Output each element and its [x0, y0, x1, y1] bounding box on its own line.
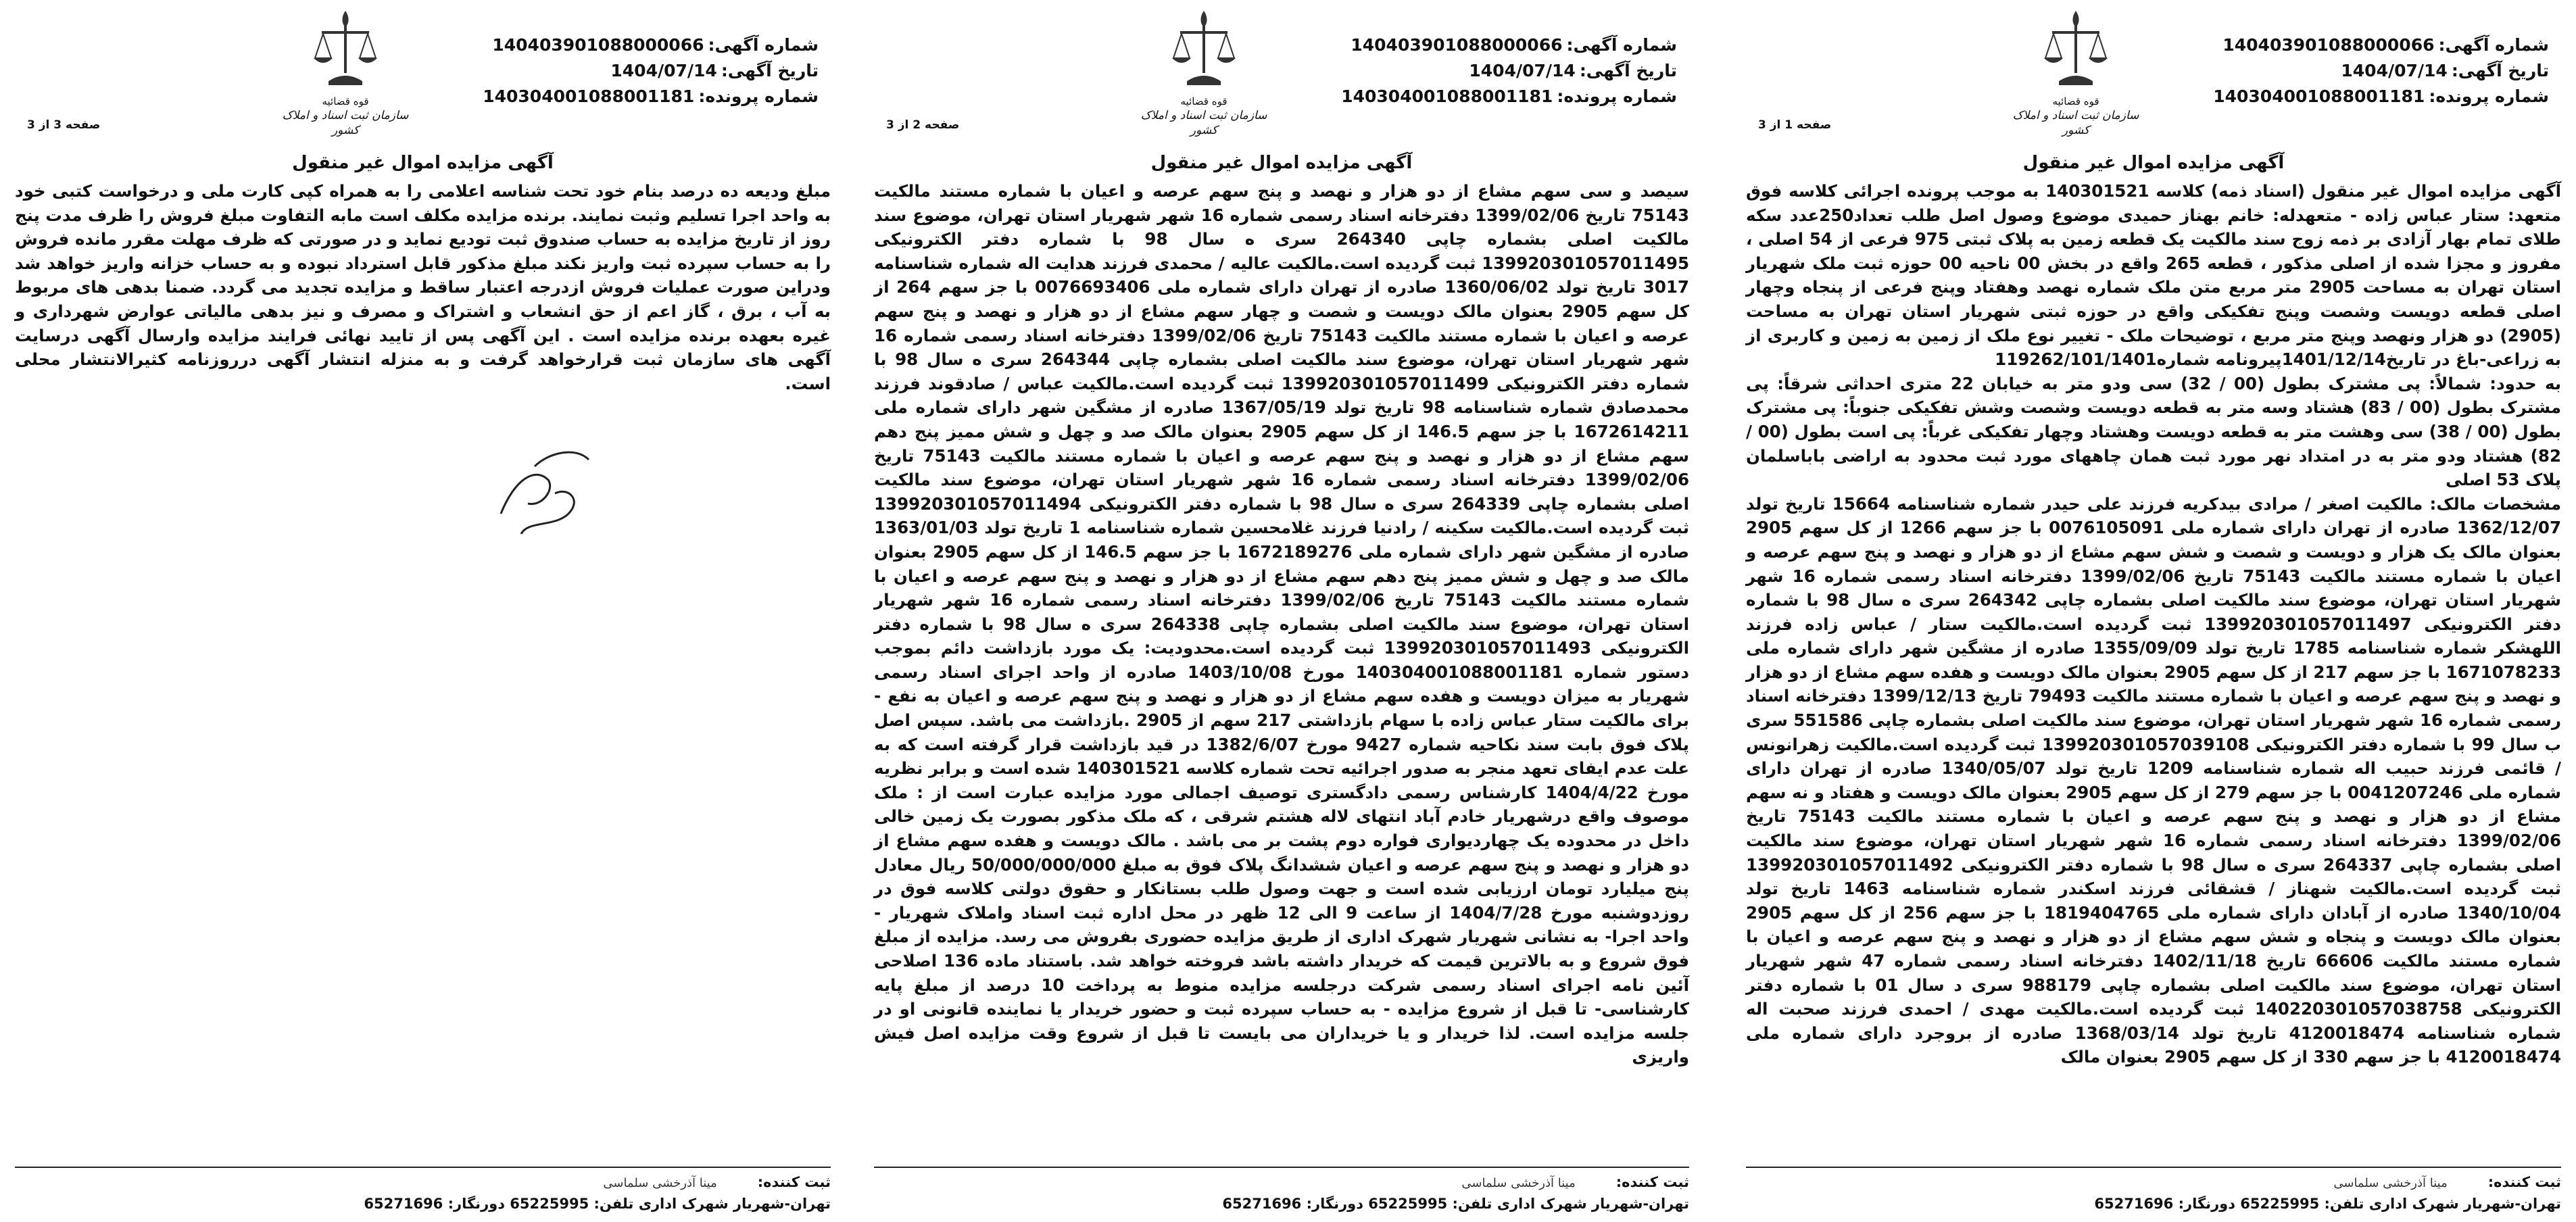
- file-no: 140304001088001181: [2213, 87, 2425, 106]
- notice-meta: [1341, 32, 1677, 109]
- notice-body: [1731, 179, 2576, 1132]
- org-text: سازمان ثبت اسناد و املاک کشور: [2012, 109, 2139, 137]
- notice-title: آگهی مزایده اموال غیر منقول: [2022, 153, 2285, 173]
- judiciary-text: قوه قضائیه: [2052, 95, 2099, 107]
- notice-no: 140403901088000066: [492, 35, 704, 55]
- registrar-label: ثبت کننده:: [2487, 1174, 2561, 1190]
- notice-no-label: شماره آگهی:: [2438, 35, 2549, 55]
- notice-meta: [483, 32, 819, 109]
- file-no: 140304001088001181: [483, 87, 695, 106]
- notice-date: 1404/07/14: [2341, 61, 2448, 80]
- notice-date: 1404/07/14: [1469, 61, 1576, 80]
- notice-paragraph: مبلغ ودیعه ده درصد بنام خود تحت شناسه اعلامی را به همراه کپی کارت ملی و درخواست کتبی خود به واحد اجرا تسلیم وثبت نمایند. برنده مزایده مکلف است مابه التفاوت مبلغ فروش را ظرف مدت پنج روز از تاریخ مزایده به حساب صندوق ثبت تودیع نماید و در صورتی که ظرف مهلت مقرر مانده فروش را به حساب سپرده ثبت واریز نکند مبلغ مذکور قابل استرداد نبوده و به حساب خزانه واریز خواهد شد ودراین صورت عملیات فروش ازدرجه اعتبار ساقط و مزایده تجدید می گردد. ضمنا بدهی های مربوط به آب ، برق ، گاز اعم از حق انشعاب و اشتراک و مصرف و نیز بدهی مالیاتی عوارض شهرداری و غیره بعهده برنده مزایده است . این آگهی پس از تایید نهائی فرایند مزایده وارسال آگهی درسایت آگهی های سازمان ثبت قرارخواهد گرفت و به منزله انتشار آگهی درروزنامه کثیرالانتشار محلی است.: [15, 181, 831, 393]
- file-no-label: شماره پرونده:: [698, 87, 819, 106]
- org-text: سازمان ثبت اسناد و املاک کشور: [1140, 109, 1267, 137]
- notice-meta: [2213, 32, 2549, 109]
- signature-mark: [487, 439, 609, 547]
- scales-emblem-icon: [2039, 5, 2113, 93]
- org-text: سازمان ثبت اسناد و املاک کشور: [282, 109, 409, 137]
- registrar-label: ثبت کننده:: [757, 1174, 831, 1190]
- judiciary-emblem: [271, 5, 420, 138]
- notice-footer: [874, 1167, 1689, 1214]
- office-address: تهران-شهریار شهرک اداری تلفن: 65225995 دورنگار: 65271696: [1222, 1196, 1689, 1212]
- file-no: 140304001088001181: [1341, 87, 1553, 106]
- notice-no-label: شماره آگهی:: [708, 35, 819, 55]
- notice-body: [0, 179, 846, 1132]
- notice-no: 140403901088000066: [1351, 35, 1563, 55]
- office-address: تهران-شهریار شهرک اداری تلفن: 65225995 دورنگار: 65271696: [2094, 1196, 2561, 1212]
- judiciary-text: قوه قضائیه: [322, 95, 369, 107]
- notice-header: [859, 0, 1704, 145]
- judiciary-emblem: [2001, 5, 2150, 138]
- notice-body: [859, 179, 1704, 1132]
- page-number: صفحه 3 از 3: [27, 118, 101, 132]
- notice-paragraph: آگهی مزایده اموال غیر منقول (اسناد ذمه) کلاسه 140301521 به موجب پرونده اجرائی کلاسه فوق متعهد: ستار عباس زاده - متعهدله: خانم بهناز حمیدی موضوع وصول اصل طلب تعداد250عدد سکه طلای تمام بهار آزادی بر ذمه زوج سند مالکیت یک قطعه زمین به پلاک ثبتی 975 فرعی از 54 اصلی ، مفروز و مجزا شده از اصلی مذکور ، قطعه 265 واقع در بخش 00 ناحیه 00 حوزه ثبت ملک شهریار استان تهران به مساحت 2905 متر مربع متن ملک شماره نهصد وهفتاد وپنج فرعی از پنجاه وچهار اصلی قطعه دویست وشصت وپنج تفکیکی واقع در حوزه ثبتی شهریار استان تهران به مساحت (2905) دو هزار ونهصد وپنج متر مربع ، توضیحات ملک - تغییر نوع ملک از زمین به زمین و کاربری از به زراعی-باغ در تاریخ1401/12/14پیرونامه شماره119262/101/1401: [1746, 181, 2562, 370]
- date-label: تاریخ آگهی:: [1579, 61, 1677, 80]
- notice-footer: [15, 1167, 831, 1214]
- date-label: تاریخ آگهی:: [2451, 61, 2549, 80]
- registrar-name: مینا آذرخشی سلماسی: [2333, 1176, 2448, 1190]
- date-label: تاریخ آگهی:: [721, 61, 819, 80]
- notice-paragraph: به حدود: شمالاً: پی مشترک بطول (00 / 32) سی ودو متر به خیابان 22 متری احداثی شرقاً: پی مشترک بطول (00 / 83) هشتاد وسه متر به قطعه دویست وشصت وشش تفکیکی جنوباً: پی مشترک بطول (00 / 38) سی وهشت متر به قطعه دویست وهشتاد وچهار تفکیکی غرباً: پی است بطول (00 / 82) هشتاد ودو متر به در امتداد نهر مورد ثبت همان چاههای مورد ثبت محدود به اراضی باباسلمان پلاک 53 اصلی: [1746, 373, 2562, 490]
- registrar-name: مینا آذرخشی سلماسی: [1461, 1176, 1576, 1190]
- file-no-label: شماره پرونده:: [1557, 87, 1677, 106]
- notice-column-page-1: [1731, 0, 2576, 1222]
- notice-paragraph: مشخصات مالک: مالکیت اصغر / مرادی بیدکریه فرزند علی حیدر شماره شناسنامه 15664 تاریخ تولد 1362/12/07 صادره از تهران دارای شماره ملی 0076105091 با جز سهم 1266 از کل سهم 2905 بعنوان مالک یک هزار و دویست و شصت و شش سهم مشاع از دو هزار و نهصد و پنج سهم عرصه و اعیان با شماره مستند مالکیت 75143 تاریخ 1399/02/06 دفترخانه اسناد رسمی شماره 16 شهر شهریار استان تهران، موضوع سند مالکیت اصلی بشماره چاپی 264342 سری ه سال 98 با شماره دفتر الکترونیکی 139920301057011497 ثبت گردیده است.مالکیت ستار / عباس زاده فرزند اللهشکر شماره شناسنامه 1785 تاریخ تولد 1355/09/09 صادره از مشگین شهر دارای شماره ملی 1671078233 با جز سهم 217 از کل سهم 2905 بعنوان مالک دویست و هفده سهم مشاع از دو هزار و نهصد و پنج سهم عرصه و اعیان با شماره مستند مالکیت 79493 تاریخ 1399/12/13 دفترخانه اسناد رسمی شماره 16 شهر شهریار استان تهران، موضوع سند مالکیت اصلی بشماره چاپی 551586 سری ب سال 99 با شماره دفتر الکترونیکی 139920301057039108 ثبت گردیده است.مالکیت زهرانونس / قائمی فرزند حبیب اله شماره شناسنامه 1209 تاریخ تولد 1340/05/07 صادره از تهران دارای شماره ملی 0041207246 با جز سهم 279 از کل سهم 2905 بعنوان مالک دویست و هفتاد و نه سهم مشاع از دو هزار و نهصد و پنج سهم عرصه و اعیان با شماره مستند مالکیت 75143 تاریخ 1399/02/06 دفترخانه اسناد رسمی شماره 16 شهر شهریار استان تهران، موضوع سند مالکیت اصلی بشماره چاپی 264337 سری ه سال 98 با شماره دفتر الکترونیکی 139920301057011492 ثبت گردیده است.مالکیت شهناز / قشقائی فرزند اسکندر شماره شناسنامه 1463 تاریخ تولد 1340/10/04 صادره از آبادان دارای شماره ملی 1819404765 با جز سهم 256 از کل سهم 2905 بعنوان مالک دویست و پنجاه و شش سهم مشاع از دو هزار و نهصد و پنج سهم عرصه و اعیان با شماره مستند مالکیت 66606 تاریخ 1402/11/18 دفترخانه اسناد رسمی شماره 47 شهر شهریار استان تهران، موضوع سند مالکیت اصلی بشماره چاپی 988179 سری د سال 01 با شماره دفتر الکترونیکی 140220301057038758 ثبت گردیده است.مالکیت مهدی / احمدی فرزند صحبت اله شماره شناسنامه 4120018474 تاریخ تولد 1368/03/14 صادره از بروجرد دارای شماره ملی 4120018474 با جز سهم 330 از کل سهم 2905 بعنوان مالک: [1746, 493, 2562, 1067]
- registrar-label: ثبت کننده:: [1615, 1174, 1689, 1190]
- notice-footer: [1746, 1167, 2561, 1214]
- notice-header: [0, 0, 846, 145]
- notice-no-label: شماره آگهی:: [1566, 35, 1677, 55]
- page-number: صفحه 1 از 3: [1758, 118, 1832, 132]
- notice-column-page-2: [859, 0, 1704, 1222]
- office-address: تهران-شهریار شهرک اداری تلفن: 65225995 دورنگار: 65271696: [364, 1196, 831, 1212]
- notice-date: 1404/07/14: [610, 61, 717, 80]
- judiciary-emblem: [1129, 5, 1278, 138]
- scales-emblem-icon: [308, 5, 383, 93]
- notice-title: آگهی مزایده اموال غیر منقول: [292, 153, 554, 173]
- judiciary-text: قوه قضائیه: [1180, 95, 1228, 107]
- file-no-label: شماره پرونده:: [2429, 87, 2549, 106]
- registrar-name: مینا آذرخشی سلماسی: [603, 1176, 717, 1190]
- notice-column-page-3: [0, 0, 846, 1222]
- notice-no: 140403901088000066: [2222, 35, 2435, 55]
- page-number: صفحه 2 از 3: [886, 118, 960, 132]
- scales-emblem-icon: [1167, 5, 1241, 93]
- notice-title: آگهی مزایده اموال غیر منقول: [1150, 153, 1413, 173]
- notice-paragraph: سیصد و سی سهم مشاع از دو هزار و نهصد و پنج سهم عرصه و اعیان با شماره مستند مالکیت 75143 تاریخ 1399/02/06 دفترخانه اسناد رسمی شماره 16 شهر شهریار استان تهران، موضوع سند مالکیت اصلی بشماره چاپی 264340 سری ه سال 98 با شماره دفتر الکترونیکی 139920301057011495 ثبت گردیده است.مالکیت عالیه / محمدی فرزند هدایت اله شماره شناسنامه 3017 تاریخ تولد 1360/06/02 صادره از تهران دارای شماره ملی 0076693406 با جز سهم 264 از کل سهم 2905 بعنوان مالک دویست و شصت و چهار سهم مشاع از دو هزار و نهصد و پنج سهم عرصه و اعیان با شماره مستند مالکیت 75143 تاریخ 1399/02/06 دفترخانه اسناد رسمی شماره 16 شهر شهریار استان تهران، موضوع سند مالکیت اصلی بشماره چاپی 264344 سری ه سال 98 با شماره دفتر الکترونیکی 139920301057011499 ثبت گردیده است.مالکیت عباس / صادقوند فرزند محمدصادق شماره شناسنامه 98 تاریخ تولد 1367/05/19 صادره از مشگین شهر دارای شماره ملی 1672614211 با جز سهم 146.5 از کل سهم 2905 بعنوان مالک صد و چهل و شش ممیز پنج دهم سهم مشاع از دو هزار و نهصد و پنج سهم عرصه و اعیان با شماره مستند مالکیت 75143 تاریخ 1399/02/06 دفترخانه اسناد رسمی شماره 16 شهر شهریار استان تهران، موضوع سند مالکیت اصلی بشماره چاپی 264339 سری ه سال 98 با شماره دفتر الکترونیکی 139920301057011494 ثبت گردیده است.مالکیت سکینه / رادنیا فرزند غلامحسین شماره شناسنامه 1 تاریخ تولد 1363/01/03 صادره از مشگین شهر دارای شماره ملی 1672189276 با جز سهم 146.5 از کل سهم 2905 بعنوان مالک صد و چهل و شش ممیز پنج دهم سهم مشاع از دو هزار و نهصد و پنج سهم عرصه و اعیان با شماره مستند مالکیت 75143 تاریخ 1399/02/06 دفترخانه اسناد رسمی شماره 16 شهر شهریار استان تهران، موضوع سند مالکیت اصلی بشماره چاپی 264338 سری ه سال 98 با شماره دفتر الکترونیکی 139920301057011493 ثبت گردیده است.محدودیت: یک مورد بازداشت دائم بموجب دستور شماره 140304001088001181 مورخ 1403/10/08 صادره از واحد اجرای اسناد رسمی شهریار به میزان دویست و هفده سهم مشاع از دو هزار و نهصد و پنج سهم عرصه و اعیان به نفع - برای مالکیت ستار عباس زاده با سهام بازداشتی 217 سهم از 2905 .بازداشت می باشد. سپس اصل پلاک فوق بابت سند نکاحیه شماره 9427 مورخ 1382/6/07 در قید بازداشت قرار گرفته است که به علت عدم ایفای تعهد منجر به صدور اجرائیه تحت شماره کلاسه 140301521 شده است و برابر نظریه مورخ 1404/4/22 کارشناس رسمی دادگستری توصیف اجمالی مورد مزایده عبارت است از : ملک موصوف واقع درشهریار خادم آباد انتهای لاله هشتم شرقی ، که ملک مذکور بصورت یک زمین خالی داخل در محدوده یک چهاردیواری فواره دوم پشت بر می باشد . مالک دویست و هفده سهم مشاع از دو هزار و نهصد و پنج سهم عرصه و اعیان ششدانگ پلاک فوق به مبلغ 50/000/000/000 ریال معادل پنج میلیارد تومان ارزیابی شده است و جهت وصول طلب بستانکار و حقوق دولتی کلاسه فوق در روزدوشنبه مورخ 1404/7/28 از ساعت 9 الی 12 ظهر در محل اداره ثبت اسناد واملاک شهریار - واحد اجرا- به نشانی شهریار شهرک اداری از طریق مزایده حضوری بفروش می رسد. مزایده از مبلغ فوق شروع و به بالاترین قیمت که خریدار داشته باشد فروخته خواهد شد. باستناد ماده 136 اصلاحی آئین نامه اجرای اسناد رسمی شرکت درجلسه مزایده منوط به پرداخت 10 درصد از مبلغ پایه کارشناسی- تا قبل از شروع مزایده - به حساب سپرده ثبت و حضور خریدار یا نماینده قانونی او در جلسه مزایده است. لذا خریدار و یا خریداران می بایست تا قبل از شروع وقت مزایده اصل فیش واریزی: [874, 181, 1690, 1067]
- notice-header: [1731, 0, 2576, 145]
